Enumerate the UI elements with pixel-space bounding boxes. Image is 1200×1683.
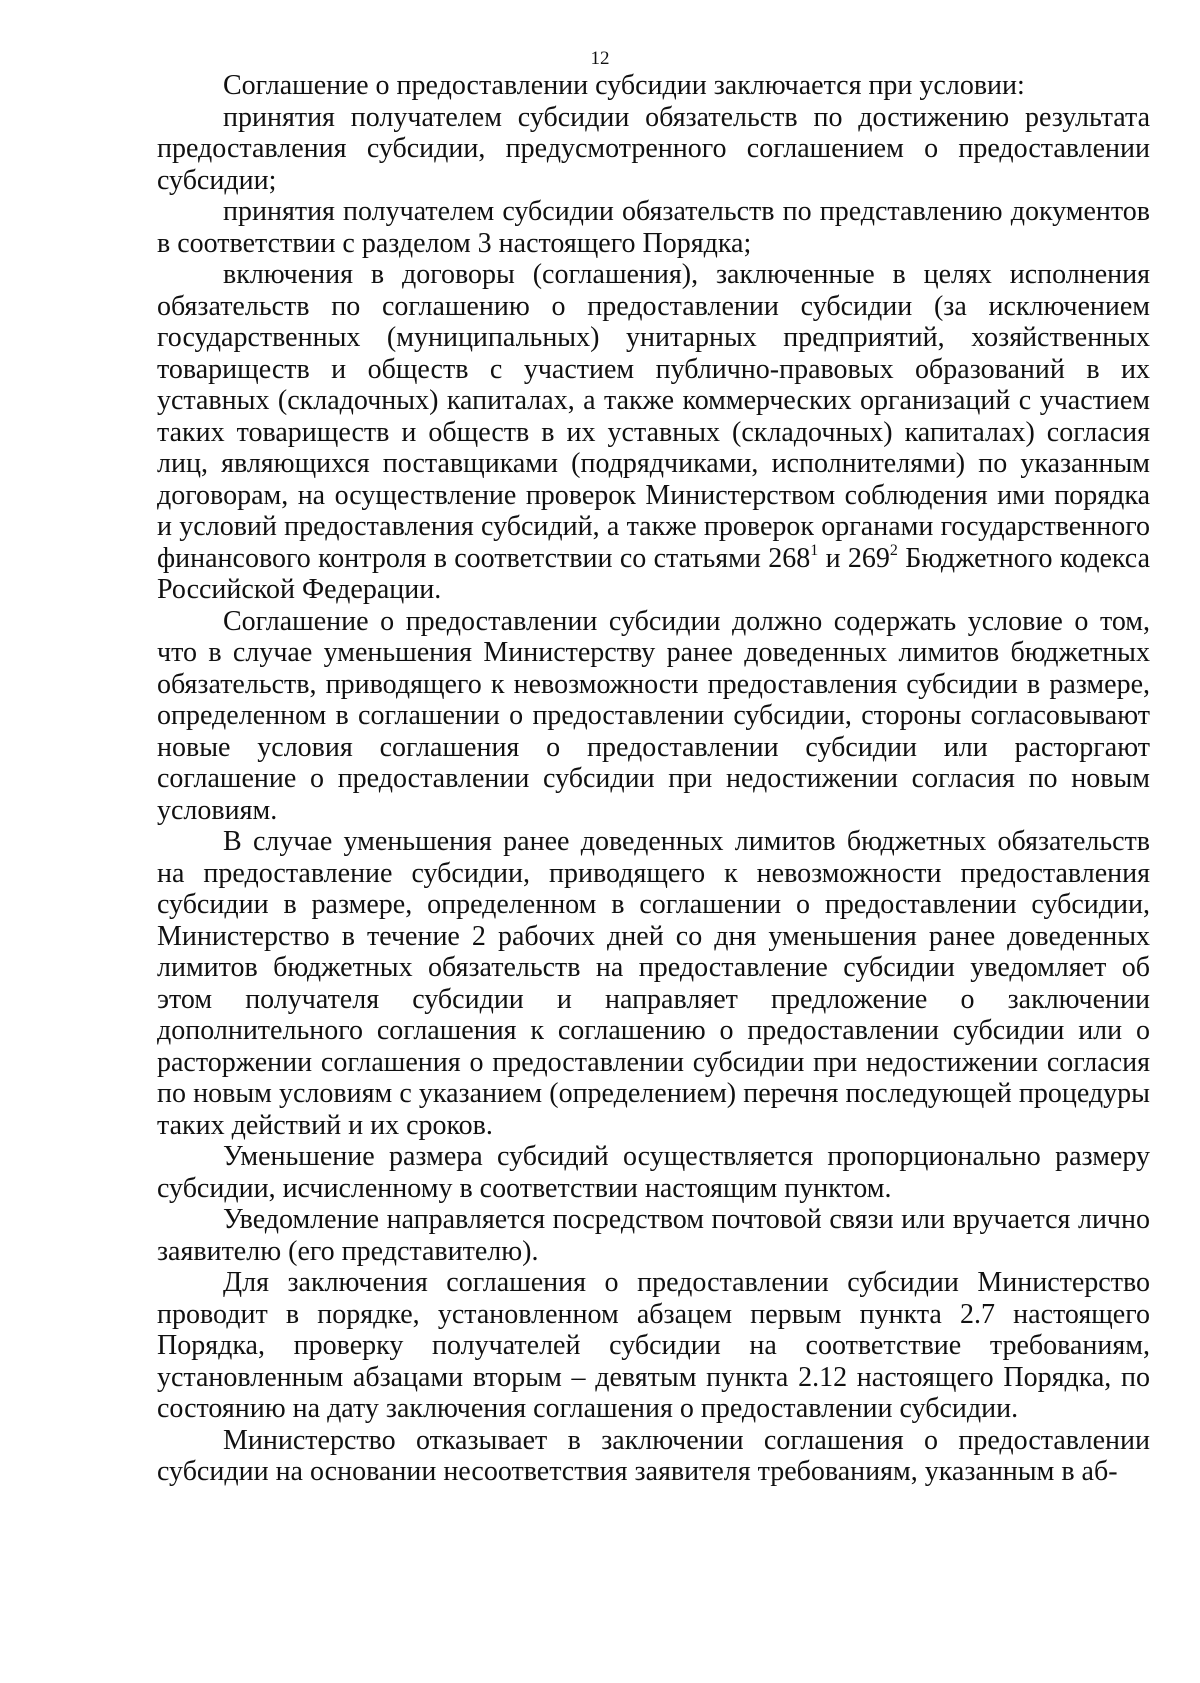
paragraph-text: принятия получателем субсидии обязательств по достижению результата предоставления субсидии, предусмотренного соглашением о предоставлении субсидии; bbox=[157, 101, 1150, 196]
paragraph bbox=[157, 826, 1150, 1141]
paragraph-text: Соглашение о предоставлении субсидии заключается при условии: bbox=[223, 70, 1025, 101]
paragraph-text: Соглашение о предоставлении субсидии должно содержать условие о том, что в случае уменьшения Министерству ранее доведенных лимитов бюджетных обязательств, приводящего к невозможности предоставления субсидии в размере, определенном в соглашении о предоставлении субсидии, стороны согласовывают новые условия соглашения о предоставлении субсидии или расторгают соглашение о предоставлении субсидии при недостижении согласия по новым условиям. bbox=[157, 605, 1150, 826]
paragraph-text: принятия получателем субсидии обязательств по представлению документов в соответствии с разделом 3 настоящего Порядка; bbox=[157, 196, 1150, 259]
paragraph-text: включения в договоры (соглашения), заключенные в целях исполнения обязательств по соглашению о предоставлении субсидии (за исключением государственных (муниципальных) унитарных предприятий, хозяйственных товариществ и обществ с участием публично-правовых образований в их уставных (складочных) капиталах, а также коммерческих организаций с участием таких товариществ и обществ в их уставных (складочных) капиталах) согласия лиц, являющихся поставщиками (подрядчиками, исполнителями) по указанным договорам, на осуществление проверок Министерством соблюдения ими порядка и условий предоставления субсидий, а также проверок органами государственного финансового контроля в соответствии со статьями 268 bbox=[157, 259, 1150, 574]
superscript-reference: 2 bbox=[889, 541, 898, 559]
paragraph bbox=[157, 606, 1150, 827]
paragraph-text: Бюджетного кодекса Российской Федерации. bbox=[157, 542, 1151, 605]
page-number: 12 bbox=[590, 48, 610, 69]
paragraph bbox=[157, 259, 1150, 606]
paragraph-text: Для заключения соглашения о предоставлении субсидии Министерство проводит в порядке, установленном абзацем первым пункта 2.7 настоящего Порядка, проверку получателей субсидии на соответствие требованиям, установленным абзацами вторым – девятым пункта 2.12 настоящего Порядка, по состоянию на дату заключения соглашения о предоставлении субсидии. bbox=[157, 1267, 1150, 1424]
paragraph bbox=[157, 1425, 1150, 1488]
paragraph-text: Уменьшение размера субсидий осуществляется пропорционально размеру субсидии, исчисленному в соответствии настоящим пунктом. bbox=[157, 1141, 1150, 1204]
paragraph-text: и 269 bbox=[818, 542, 890, 574]
document-body bbox=[157, 70, 1150, 1488]
paragraph bbox=[157, 70, 1150, 102]
paragraph bbox=[157, 1267, 1150, 1425]
paragraph-text: Уведомление направляется посредством почтовой связи или вручается лично заявителю (его представителю). bbox=[157, 1204, 1150, 1267]
paragraph bbox=[157, 1141, 1150, 1204]
paragraph bbox=[157, 196, 1150, 259]
paragraph bbox=[157, 1204, 1150, 1267]
paragraph bbox=[157, 102, 1150, 197]
superscript-reference: 1 bbox=[810, 541, 819, 559]
paragraph-text: В случае уменьшения ранее доведенных лимитов бюджетных обязательств на предоставление субсидии, приводящего к невозможности предоставления субсидии в размере, определенном в соглашении о предоставлении субсидии, Министерство в течение 2 рабочих дней со дня уменьшения ранее доведенных лимитов бюджетных обязательств на предоставление субсидии уведомляет об этом получателя субсидии и направляет предложение о заключении дополнительного соглашения к соглашению о предоставлении субсидии или о расторжении соглашения о предоставлении субсидии при недостижении согласия по новым условиям с указанием (определением) перечня последующей процедуры таких действий и их сроков. bbox=[157, 826, 1150, 1141]
paragraph-text: Министерство отказывает в заключении соглашения о предоставлении субсидии на основании несоответствия заявителя требованиям, указанным в аб- bbox=[157, 1424, 1150, 1487]
